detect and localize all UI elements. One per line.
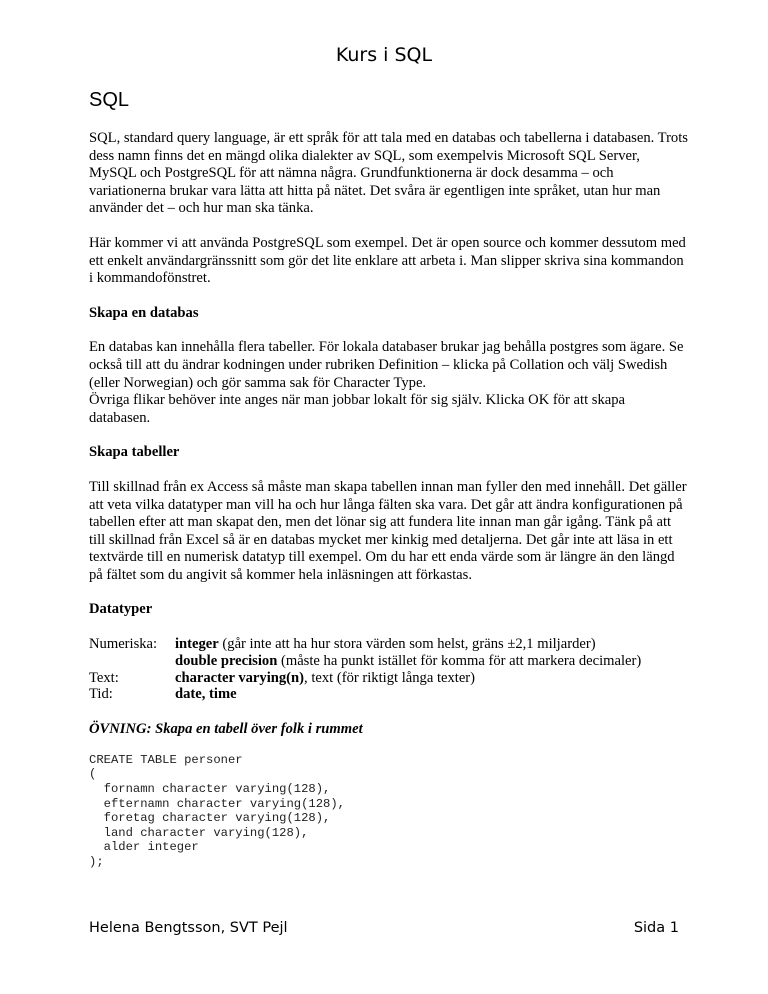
exercise-heading: ÖVNING: Skapa en tabell över folk i rummet bbox=[89, 721, 363, 738]
datatype-desc: character varying(n), text (för riktigt långa texter) bbox=[175, 669, 476, 686]
skapa-tabeller-paragraph: Till skillnad från ex Access så måste man skapa tabellen innan man fyller den med innehåll. Det gäller att veta vilka datatyper man vill ha och hur långa fälten ska vara. Det går att ändra konfigurationen på tabellen efter att man skapat den, men det lönar sig att fundera lite innan man går igång. Tänk på att till skillnad från Excel så är en databas mycket mer kinkig med detaljerna. Det går inte att läsa in ett textvärde till en numerisk datatyp till exempel. Om du har ett enda värde som är längre än den längd på fältet som du angivit så kommer hela inläsningen att förkastas. bbox=[89, 478, 687, 583]
datatype-label: Text: bbox=[89, 669, 119, 686]
heading-skapa-databas: Skapa en databas bbox=[89, 304, 199, 321]
postgres-paragraph: Här kommer vi att använda PostgreSQL som exempel. Det är open source och kommer dessutom med ett enkelt användargränssnitt som gör det lite enklare att arbeta i. Man slipper skriva sina kommandon i kommandofönstret. bbox=[89, 234, 686, 287]
heading-skapa-tabeller: Skapa tabeller bbox=[89, 444, 180, 461]
page-header-title: Kurs i SQL bbox=[335, 44, 433, 66]
datatype-desc: double precision (måste ha punkt istället för komma för att markera decimaler) bbox=[175, 652, 642, 669]
datatype-desc: date, time bbox=[175, 686, 237, 703]
document-body bbox=[89, 88, 689, 870]
page-footer bbox=[89, 920, 679, 936]
datatype-list bbox=[89, 636, 689, 703]
heading-datatyper: Datatyper bbox=[89, 601, 153, 618]
section-title: SQL bbox=[89, 89, 130, 111]
skapa-databas-paragraph-2: Övriga flikar behöver inte anges när man jobbar lokalt för sig själv. Klicka OK för att skapa databasen. bbox=[89, 392, 626, 426]
sql-code-block: CREATE TABLE personer ( fornamn character varying(128), efternamn character varying(128), foretag character varying(128), land character varying(128), alder integer ); bbox=[89, 752, 345, 869]
datatype-label bbox=[89, 653, 175, 670]
intro-paragraph: SQL, standard query language, är ett språk för att tala med en databas och tabellerna i databasen. Trots dess namn finns det en mängd olika dialekter av SQL, som exempelvis Microsoft SQL Server, MySQL och PostgreSQL för att nämna några. Grundfunktionerna är dock desamma – och variationerna brukar vara lätta att hitta på nätet. Det svåra är egentligen inte språket, utan hur man använder det – och hur man ska tänka. bbox=[89, 130, 688, 217]
footer-page-number: Sida 1 bbox=[633, 920, 679, 936]
footer-author: Helena Bengtsson, SVT Pejl bbox=[89, 920, 288, 936]
datatype-label: Numeriska: bbox=[89, 636, 158, 653]
datatype-label: Tid: bbox=[89, 686, 113, 703]
skapa-databas-paragraph: En databas kan innehålla flera tabeller. För lokala databaser brukar jag behålla postgres som ägare. Se också till att du ändrar kodningen under rubriken Definition – klicka på Collation och välj Swedish (eller Norwegian) och gör samma sak för Character Type. bbox=[89, 339, 684, 391]
datatype-desc: integer (går inte att ha hur stora värden som helst, gräns ±2,1 miljarder) bbox=[175, 636, 596, 653]
